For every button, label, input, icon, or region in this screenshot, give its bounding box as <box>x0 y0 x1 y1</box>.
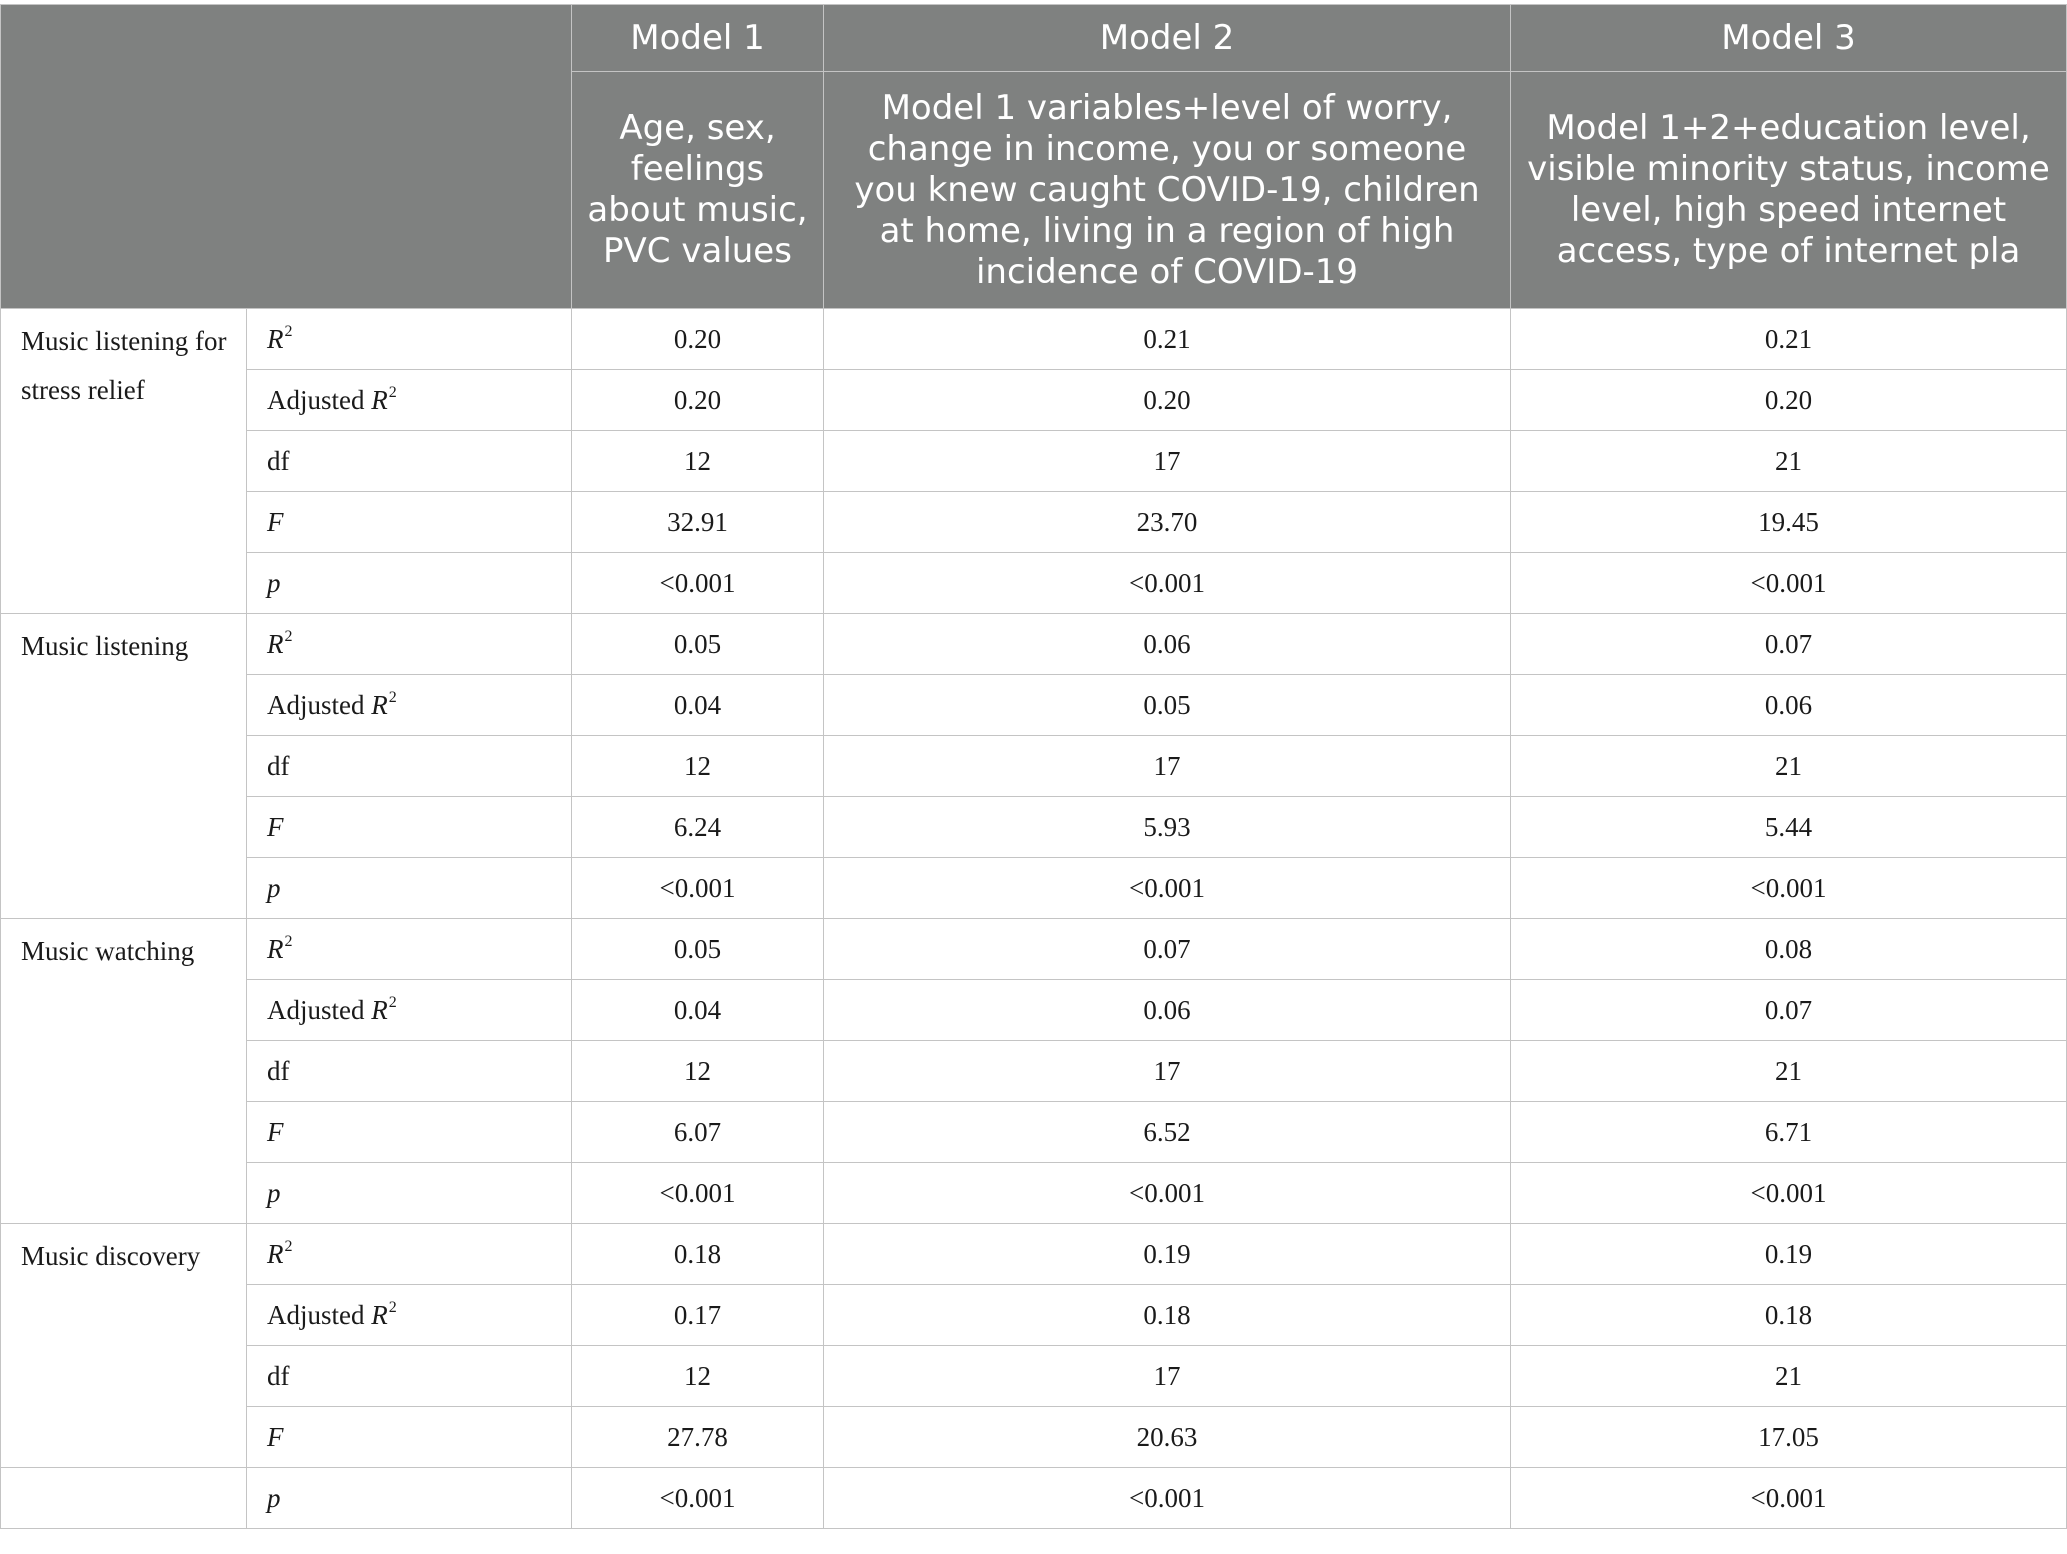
value-cell: 0.06 <box>824 980 1511 1041</box>
value-cell: 0.05 <box>824 675 1511 736</box>
df-symbol: df <box>267 445 290 476</box>
value-cell: 0.19 <box>1511 1224 2067 1285</box>
value-cell: 6.24 <box>572 797 824 858</box>
table-row <box>1 492 2067 553</box>
value-cell: 0.07 <box>824 919 1511 980</box>
p-symbol: p <box>267 567 281 598</box>
value-cell: 0.18 <box>572 1224 824 1285</box>
value-cell: 17 <box>824 1041 1511 1102</box>
value-cell: <0.001 <box>572 1163 824 1224</box>
df-symbol: df <box>267 1055 290 1086</box>
table-row <box>1 1285 2067 1346</box>
table-header <box>1 5 2067 309</box>
stat-label <box>247 1285 572 1346</box>
value-cell: 12 <box>572 1041 824 1102</box>
squared-superscript: 2 <box>388 994 397 1011</box>
adjusted-prefix: Adjusted <box>267 385 372 415</box>
value-cell: 12 <box>572 431 824 492</box>
value-cell: 6.71 <box>1511 1102 2067 1163</box>
value-cell: 17 <box>824 1346 1511 1407</box>
header-corner <box>1 5 572 309</box>
value-cell: 5.93 <box>824 797 1511 858</box>
value-cell: <0.001 <box>1511 1468 2067 1529</box>
table-row <box>1 1407 2067 1468</box>
r-symbol: R <box>267 1239 284 1269</box>
value-cell: <0.001 <box>1511 553 2067 614</box>
value-cell: <0.001 <box>1511 858 2067 919</box>
value-cell: 0.06 <box>824 614 1511 675</box>
table-row <box>1 1224 2067 1285</box>
stat-label <box>247 1041 572 1102</box>
value-cell: <0.001 <box>572 1468 824 1529</box>
value-cell: 20.63 <box>824 1407 1511 1468</box>
value-cell: 6.52 <box>824 1102 1511 1163</box>
stat-label <box>247 858 572 919</box>
group-label: Music listening for stress relief <box>1 309 247 614</box>
value-cell: 0.04 <box>572 980 824 1041</box>
stat-label <box>247 1407 572 1468</box>
r-symbol: R <box>371 385 388 415</box>
value-cell: 17.05 <box>1511 1407 2067 1468</box>
stat-label <box>247 980 572 1041</box>
group-label-empty <box>1 1468 247 1529</box>
model-2-description: Model 1 variables+level of worry, change in income, you or someone you knew caught COVID-19, children at home, living in a region of high incidence of COVID-19 <box>824 72 1511 309</box>
p-symbol: p <box>267 872 281 903</box>
value-cell: 19.45 <box>1511 492 2067 553</box>
value-cell: <0.001 <box>824 1468 1511 1529</box>
value-cell: <0.001 <box>824 858 1511 919</box>
stat-label <box>247 309 572 370</box>
table-row <box>1 980 2067 1041</box>
table-row <box>1 736 2067 797</box>
table-row <box>1 1102 2067 1163</box>
value-cell: 21 <box>1511 1346 2067 1407</box>
stat-label <box>247 1163 572 1224</box>
stat-label <box>247 431 572 492</box>
stat-label <box>247 492 572 553</box>
value-cell: 0.18 <box>824 1285 1511 1346</box>
value-cell: 27.78 <box>572 1407 824 1468</box>
model-3-title: Model 3 <box>1511 5 2067 72</box>
value-cell: 17 <box>824 736 1511 797</box>
table-row <box>1 309 2067 370</box>
value-cell: 0.05 <box>572 614 824 675</box>
adjusted-prefix: Adjusted <box>267 995 372 1025</box>
value-cell: 0.18 <box>1511 1285 2067 1346</box>
f-symbol: F <box>267 811 284 842</box>
squared-superscript: 2 <box>284 628 293 645</box>
table-row <box>1 1346 2067 1407</box>
table-row <box>1 614 2067 675</box>
value-cell: 0.20 <box>572 370 824 431</box>
value-cell: 32.91 <box>572 492 824 553</box>
stat-label <box>247 614 572 675</box>
value-cell: 12 <box>572 1346 824 1407</box>
regression-table <box>0 4 2067 1529</box>
value-cell: 0.19 <box>824 1224 1511 1285</box>
value-cell: 0.06 <box>1511 675 2067 736</box>
value-cell: 0.04 <box>572 675 824 736</box>
group-label: Music listening <box>1 614 247 919</box>
table-row <box>1 675 2067 736</box>
value-cell: 12 <box>572 736 824 797</box>
value-cell: 0.08 <box>1511 919 2067 980</box>
value-cell: 0.05 <box>572 919 824 980</box>
table-row <box>1 1468 2067 1529</box>
table-row <box>1 553 2067 614</box>
value-cell: 21 <box>1511 1041 2067 1102</box>
model-1-title: Model 1 <box>572 5 824 72</box>
value-cell: <0.001 <box>824 1163 1511 1224</box>
value-cell: <0.001 <box>1511 1163 2067 1224</box>
value-cell: 0.21 <box>1511 309 2067 370</box>
p-symbol: p <box>267 1177 281 1208</box>
value-cell: 21 <box>1511 736 2067 797</box>
stat-label <box>247 797 572 858</box>
model-3-description: Model 1+2+education level, visible minority status, income level, high speed internet access, type of internet pla <box>1511 72 2067 309</box>
value-cell: 0.07 <box>1511 980 2067 1041</box>
table-row <box>1 431 2067 492</box>
stat-label <box>247 1102 572 1163</box>
squared-superscript: 2 <box>388 384 397 401</box>
stat-label <box>247 1224 572 1285</box>
value-cell: <0.001 <box>572 858 824 919</box>
r-symbol: R <box>371 1300 388 1330</box>
squared-superscript: 2 <box>388 689 397 706</box>
squared-superscript: 2 <box>284 323 293 340</box>
value-cell: 6.07 <box>572 1102 824 1163</box>
table-row <box>1 858 2067 919</box>
squared-superscript: 2 <box>388 1299 397 1316</box>
value-cell: <0.001 <box>572 553 824 614</box>
table-body <box>1 309 2067 1529</box>
table-row <box>1 1041 2067 1102</box>
p-symbol: p <box>267 1482 281 1513</box>
stat-label <box>247 736 572 797</box>
r-symbol: R <box>267 324 284 354</box>
model-1-description: Age, sex, feelings about music, PVC values <box>572 72 824 309</box>
r-symbol: R <box>371 690 388 720</box>
value-cell: 5.44 <box>1511 797 2067 858</box>
table-row <box>1 1163 2067 1224</box>
adjusted-prefix: Adjusted <box>267 690 372 720</box>
table-row <box>1 797 2067 858</box>
value-cell: 0.17 <box>572 1285 824 1346</box>
stat-label <box>247 919 572 980</box>
stat-label <box>247 553 572 614</box>
df-symbol: df <box>267 1360 290 1391</box>
value-cell: <0.001 <box>824 553 1511 614</box>
f-symbol: F <box>267 1421 284 1452</box>
value-cell: 17 <box>824 431 1511 492</box>
stat-label <box>247 1346 572 1407</box>
f-symbol: F <box>267 1116 284 1147</box>
r-symbol: R <box>267 934 284 964</box>
r-symbol: R <box>267 629 284 659</box>
stat-label <box>247 675 572 736</box>
model-2-title: Model 2 <box>824 5 1511 72</box>
stat-label <box>247 1468 572 1529</box>
group-label: Music discovery <box>1 1224 247 1468</box>
group-label: Music watching <box>1 919 247 1224</box>
squared-superscript: 2 <box>284 933 293 950</box>
value-cell: 0.20 <box>572 309 824 370</box>
squared-superscript: 2 <box>284 1238 293 1255</box>
df-symbol: df <box>267 750 290 781</box>
value-cell: 0.21 <box>824 309 1511 370</box>
r-symbol: R <box>371 995 388 1025</box>
table-row <box>1 919 2067 980</box>
value-cell: 0.20 <box>1511 370 2067 431</box>
value-cell: 23.70 <box>824 492 1511 553</box>
adjusted-prefix: Adjusted <box>267 1300 372 1330</box>
f-symbol: F <box>267 506 284 537</box>
stat-label <box>247 370 572 431</box>
value-cell: 0.07 <box>1511 614 2067 675</box>
value-cell: 0.20 <box>824 370 1511 431</box>
table-row <box>1 370 2067 431</box>
value-cell: 21 <box>1511 431 2067 492</box>
